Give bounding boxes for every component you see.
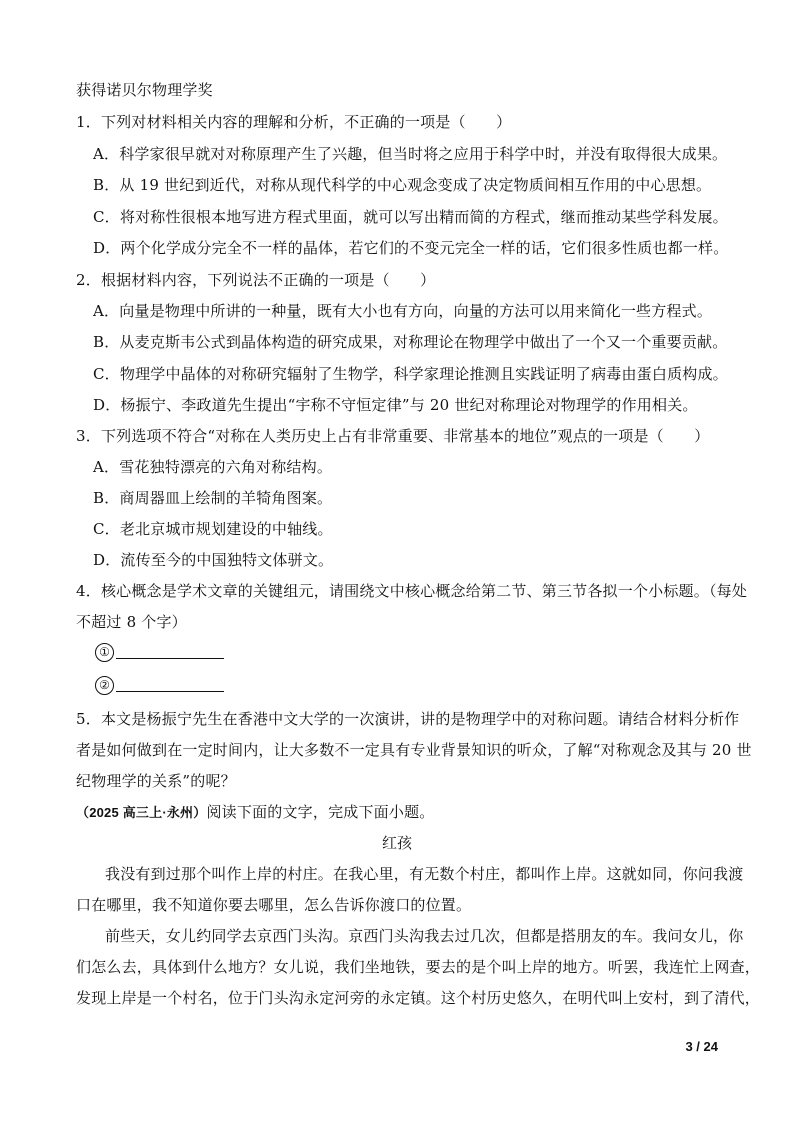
question-4-line-2: 不超过 8 个字） bbox=[76, 613, 187, 631]
answer-underline-2[interactable] bbox=[116, 690, 224, 692]
answer-blank-1[interactable] bbox=[95, 640, 224, 662]
answer-blank-2[interactable] bbox=[95, 673, 224, 695]
question-1-option-c: C．将对称性很根本地写进方程式里面，就可以写出精而简的方程式，继而推动某些学科发展。 bbox=[93, 208, 728, 226]
question-2-option-d: D．杨振宁、李政道先生提出“宇称不守恒定律”与 20 世纪对称理论对物理学的作用相关。 bbox=[93, 396, 698, 414]
circled-number-1: ① bbox=[95, 643, 114, 662]
question-5-line-1: 5．本文是杨振宁先生在香港中文大学的一次演讲，讲的是物理学中的对称问题。请结合材料分析作 bbox=[76, 710, 740, 728]
answer-underline-1[interactable] bbox=[116, 657, 224, 659]
question-1-option-a: A．科学家很早就对对称原理产生了兴趣，但当时将之应用于科学中时，并没有取得很大成果。 bbox=[93, 145, 728, 163]
question-5-line-3: 纪物理学的关系”的呢？ bbox=[76, 772, 236, 790]
question-2: 2．根据材料内容，下列说法不正确的一项是（ ） bbox=[76, 271, 436, 289]
circled-number-2: ② bbox=[95, 676, 114, 695]
question-2-option-c: C．物理学中晶体的对称研究辐射了生物学，科学家理论推测且实践证明了病毒由蛋白质构成。 bbox=[93, 365, 728, 383]
source-instruction: 阅读下面的文字，完成下面小题。 bbox=[206, 803, 435, 821]
question-2-option-b: B．从麦克斯韦公式到晶体构造的研究成果，对称理论在物理学中做出了一个又一个重要贡献。 bbox=[93, 333, 728, 351]
paragraph-1-line-2: 口在哪里，我不知道你要去哪里，怎么告诉你渡口的位置。 bbox=[76, 896, 472, 914]
question-1: 1．下列对材料相关内容的理解和分析，不正确的一项是（ ） bbox=[76, 113, 512, 131]
source-line bbox=[76, 802, 434, 823]
question-3: 3．下列选项不符合“对称在人类历史上占有非常重要、非常基本的地位”观点的一项是（ ） bbox=[76, 427, 710, 445]
continued-text-line: 获得诺贝尔物理学奖 bbox=[76, 81, 213, 99]
question-1-option-d: D．两个化学成分完全不一样的晶体，若它们的不变元完全一样的话，它们很多性质也都一样。 bbox=[93, 239, 729, 257]
question-1-option-b: B．从 19 世纪到近代，对称从现代科学的中心观念变成了决定物质间相互作用的中心思想。 bbox=[93, 176, 712, 194]
question-3-option-b: B．商周器皿上绘制的羊犄角图案。 bbox=[93, 489, 333, 507]
paragraph-2-line-1: 前些天，女儿约同学去京西门头沟。京西门头沟我去过几次，但都是搭朋友的车。我问女儿，你 bbox=[105, 927, 744, 945]
source-tag: （2025 高三上·永州） bbox=[76, 805, 207, 820]
question-3-option-c: C．老北京城市规划建设的中轴线。 bbox=[93, 520, 333, 538]
page-number: 3 / 24 bbox=[685, 1039, 718, 1054]
paragraph-1-line-1: 我没有到过那个叫作上岸的村庄。在我心里，有无数个村庄，都叫作上岸。这就如同，你问我渡 bbox=[105, 865, 744, 883]
question-4-line-1: 4．核心概念是学术文章的关键组元，请围绕文中核心概念给第二节、第三节各拟一个小标题。（每处 bbox=[76, 582, 748, 600]
question-2-option-a: A．向量是物理中所讲的一种量，既有大小也有方向，向量的方法可以用来简化一些方程式。 bbox=[93, 302, 713, 320]
question-3-option-a: A．雪花独特漂亮的六角对称结构。 bbox=[93, 458, 333, 476]
passage-title: 红孩 bbox=[381, 834, 412, 852]
question-3-option-d: D．流传至今的中国独特文体骈文。 bbox=[93, 551, 334, 569]
paragraph-2-line-2: 们怎么去，具体到什么地方？女儿说，我们坐地铁，要去的是个叫上岸的地方。听罢，我连忙上网查， bbox=[76, 958, 761, 976]
paragraph-2-line-3: 发现上岸是一个村名，位于门头沟永定河旁的永定镇。这个村历史悠久，在明代叫上安村，到了清代， bbox=[76, 989, 761, 1007]
question-5-line-2: 者是如何做到在一定时间内，让大多数不一定具有专业背景知识的听众，了解“对称观念及其与 20 世 bbox=[76, 741, 752, 759]
